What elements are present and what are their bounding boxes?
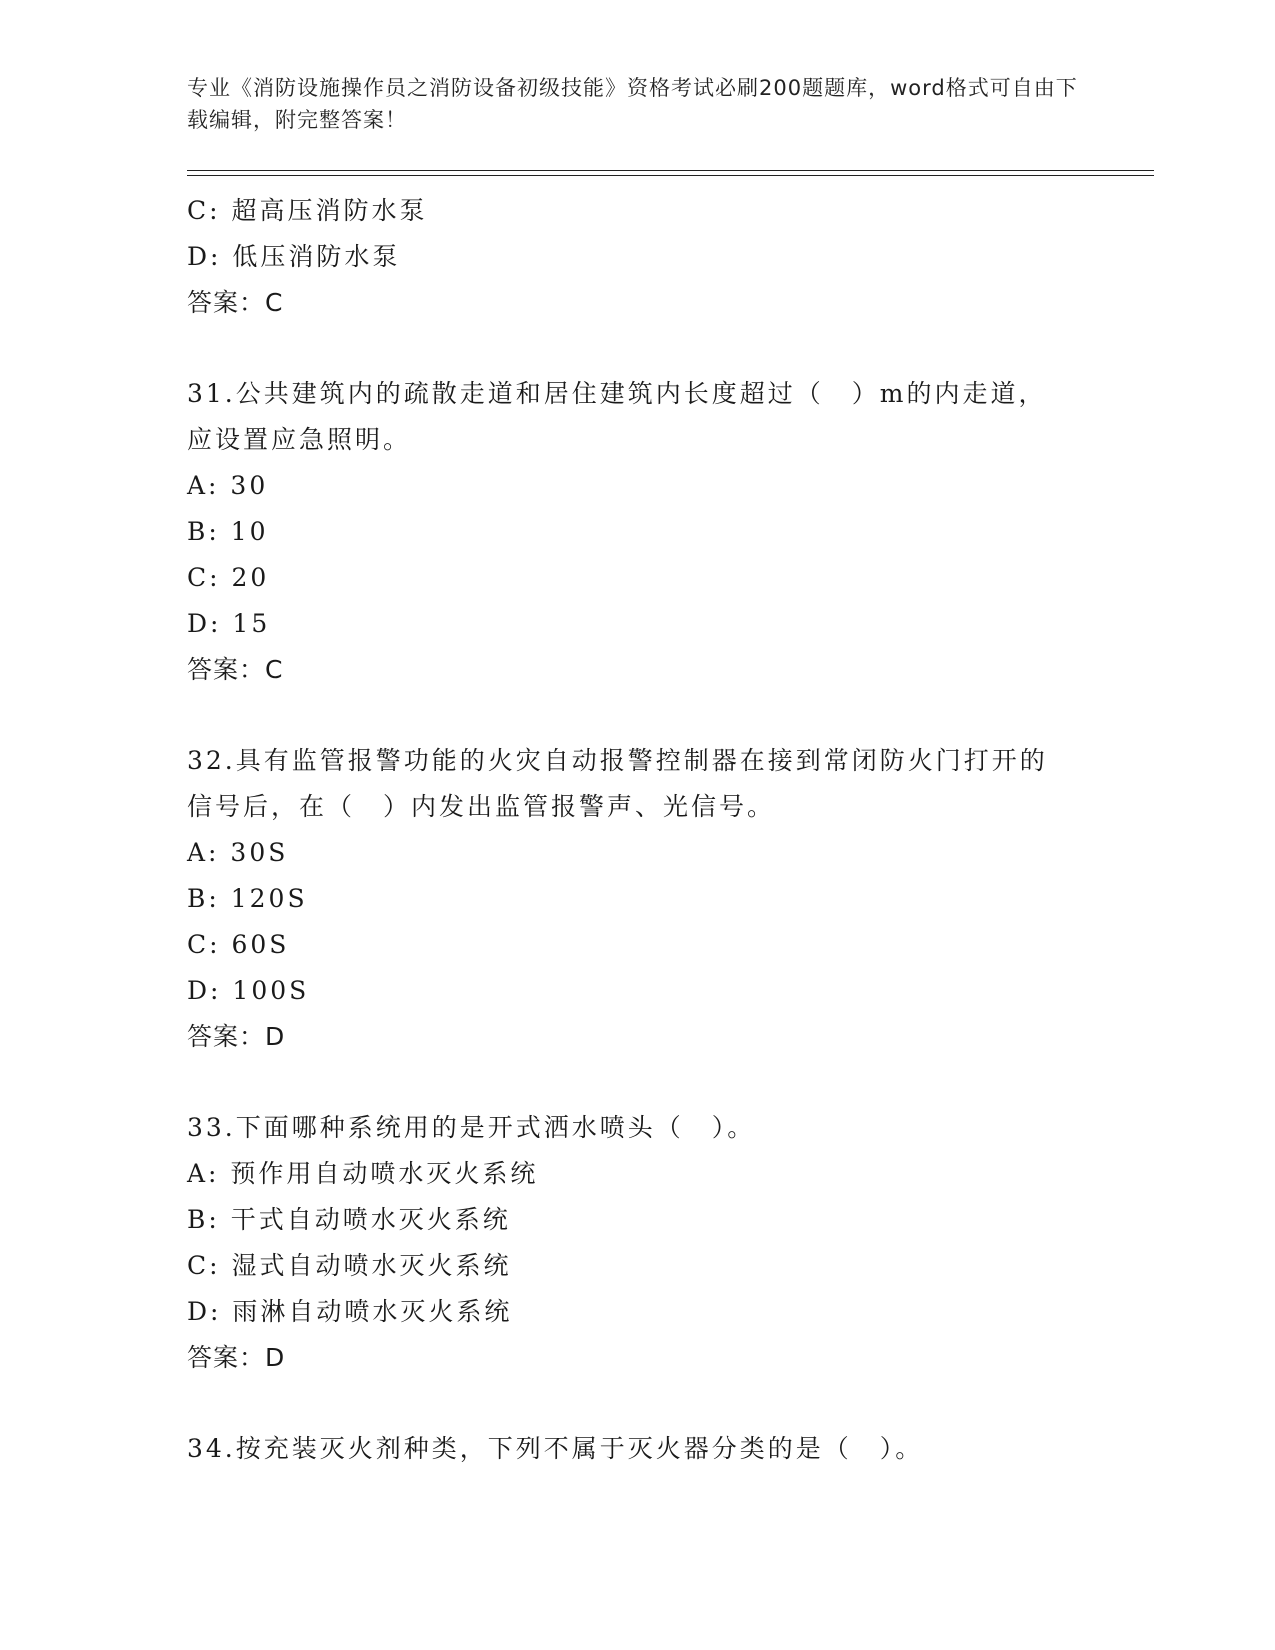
question-stem: 32.具有监管报警功能的火灾自动报警控制器在接到常闭防火门打开的	[187, 746, 1048, 775]
question-stem-cont: 应设置应急照明。	[187, 425, 412, 454]
option-b: B: 干式自动喷水灭火系统	[187, 1205, 511, 1234]
question-stem: 34.按充装灭火剂种类，下列不属于灭火器分类的是（ ）。	[187, 1434, 924, 1463]
option-d: D: 低压消防水泵	[187, 242, 401, 271]
option-a: A: 30S	[187, 838, 289, 867]
option-a: A: 30	[187, 471, 269, 500]
answer: 答案：D	[187, 1022, 286, 1051]
option-d: D: 15	[187, 609, 271, 638]
answer: 答案：C	[187, 655, 284, 684]
answer: 答案：D	[187, 1343, 286, 1372]
option-c: C: 20	[187, 563, 270, 592]
question-stem: 31.公共建筑内的疏散走道和居住建筑内长度超过（ ）m的内走道，	[187, 379, 1047, 408]
question-stem-cont: 信号后，在（ ）内发出监管报警声、光信号。	[187, 792, 776, 821]
question-33	[187, 1105, 1087, 1381]
question-34	[187, 1426, 1087, 1472]
option-d: D: 雨淋自动喷水灭火系统	[187, 1297, 513, 1326]
question-stem: 33.下面哪种系统用的是开式洒水喷头（ ）。	[187, 1113, 756, 1142]
option-a: A: 预作用自动喷水灭火系统	[187, 1159, 539, 1188]
page-header: 专业《消防设施操作员之消防设备初级技能》资格考试必刷200题题库，word格式可自由下载编辑，附完整答案！	[187, 76, 1078, 132]
option-b: B: 10	[187, 517, 269, 546]
question-32	[187, 738, 1087, 1060]
answer: 答案：C	[187, 288, 284, 317]
option-d: D: 100S	[187, 976, 310, 1005]
option-c: C: 超高压消防水泵	[187, 196, 428, 225]
question-31	[187, 371, 1087, 693]
question-content	[187, 188, 1087, 1472]
option-c: C: 湿式自动喷水灭火系统	[187, 1251, 512, 1280]
header-rule-bottom	[187, 175, 1154, 176]
header-rule-top	[187, 170, 1154, 171]
option-c: C: 60S	[187, 930, 290, 959]
option-b: B: 120S	[187, 884, 308, 913]
